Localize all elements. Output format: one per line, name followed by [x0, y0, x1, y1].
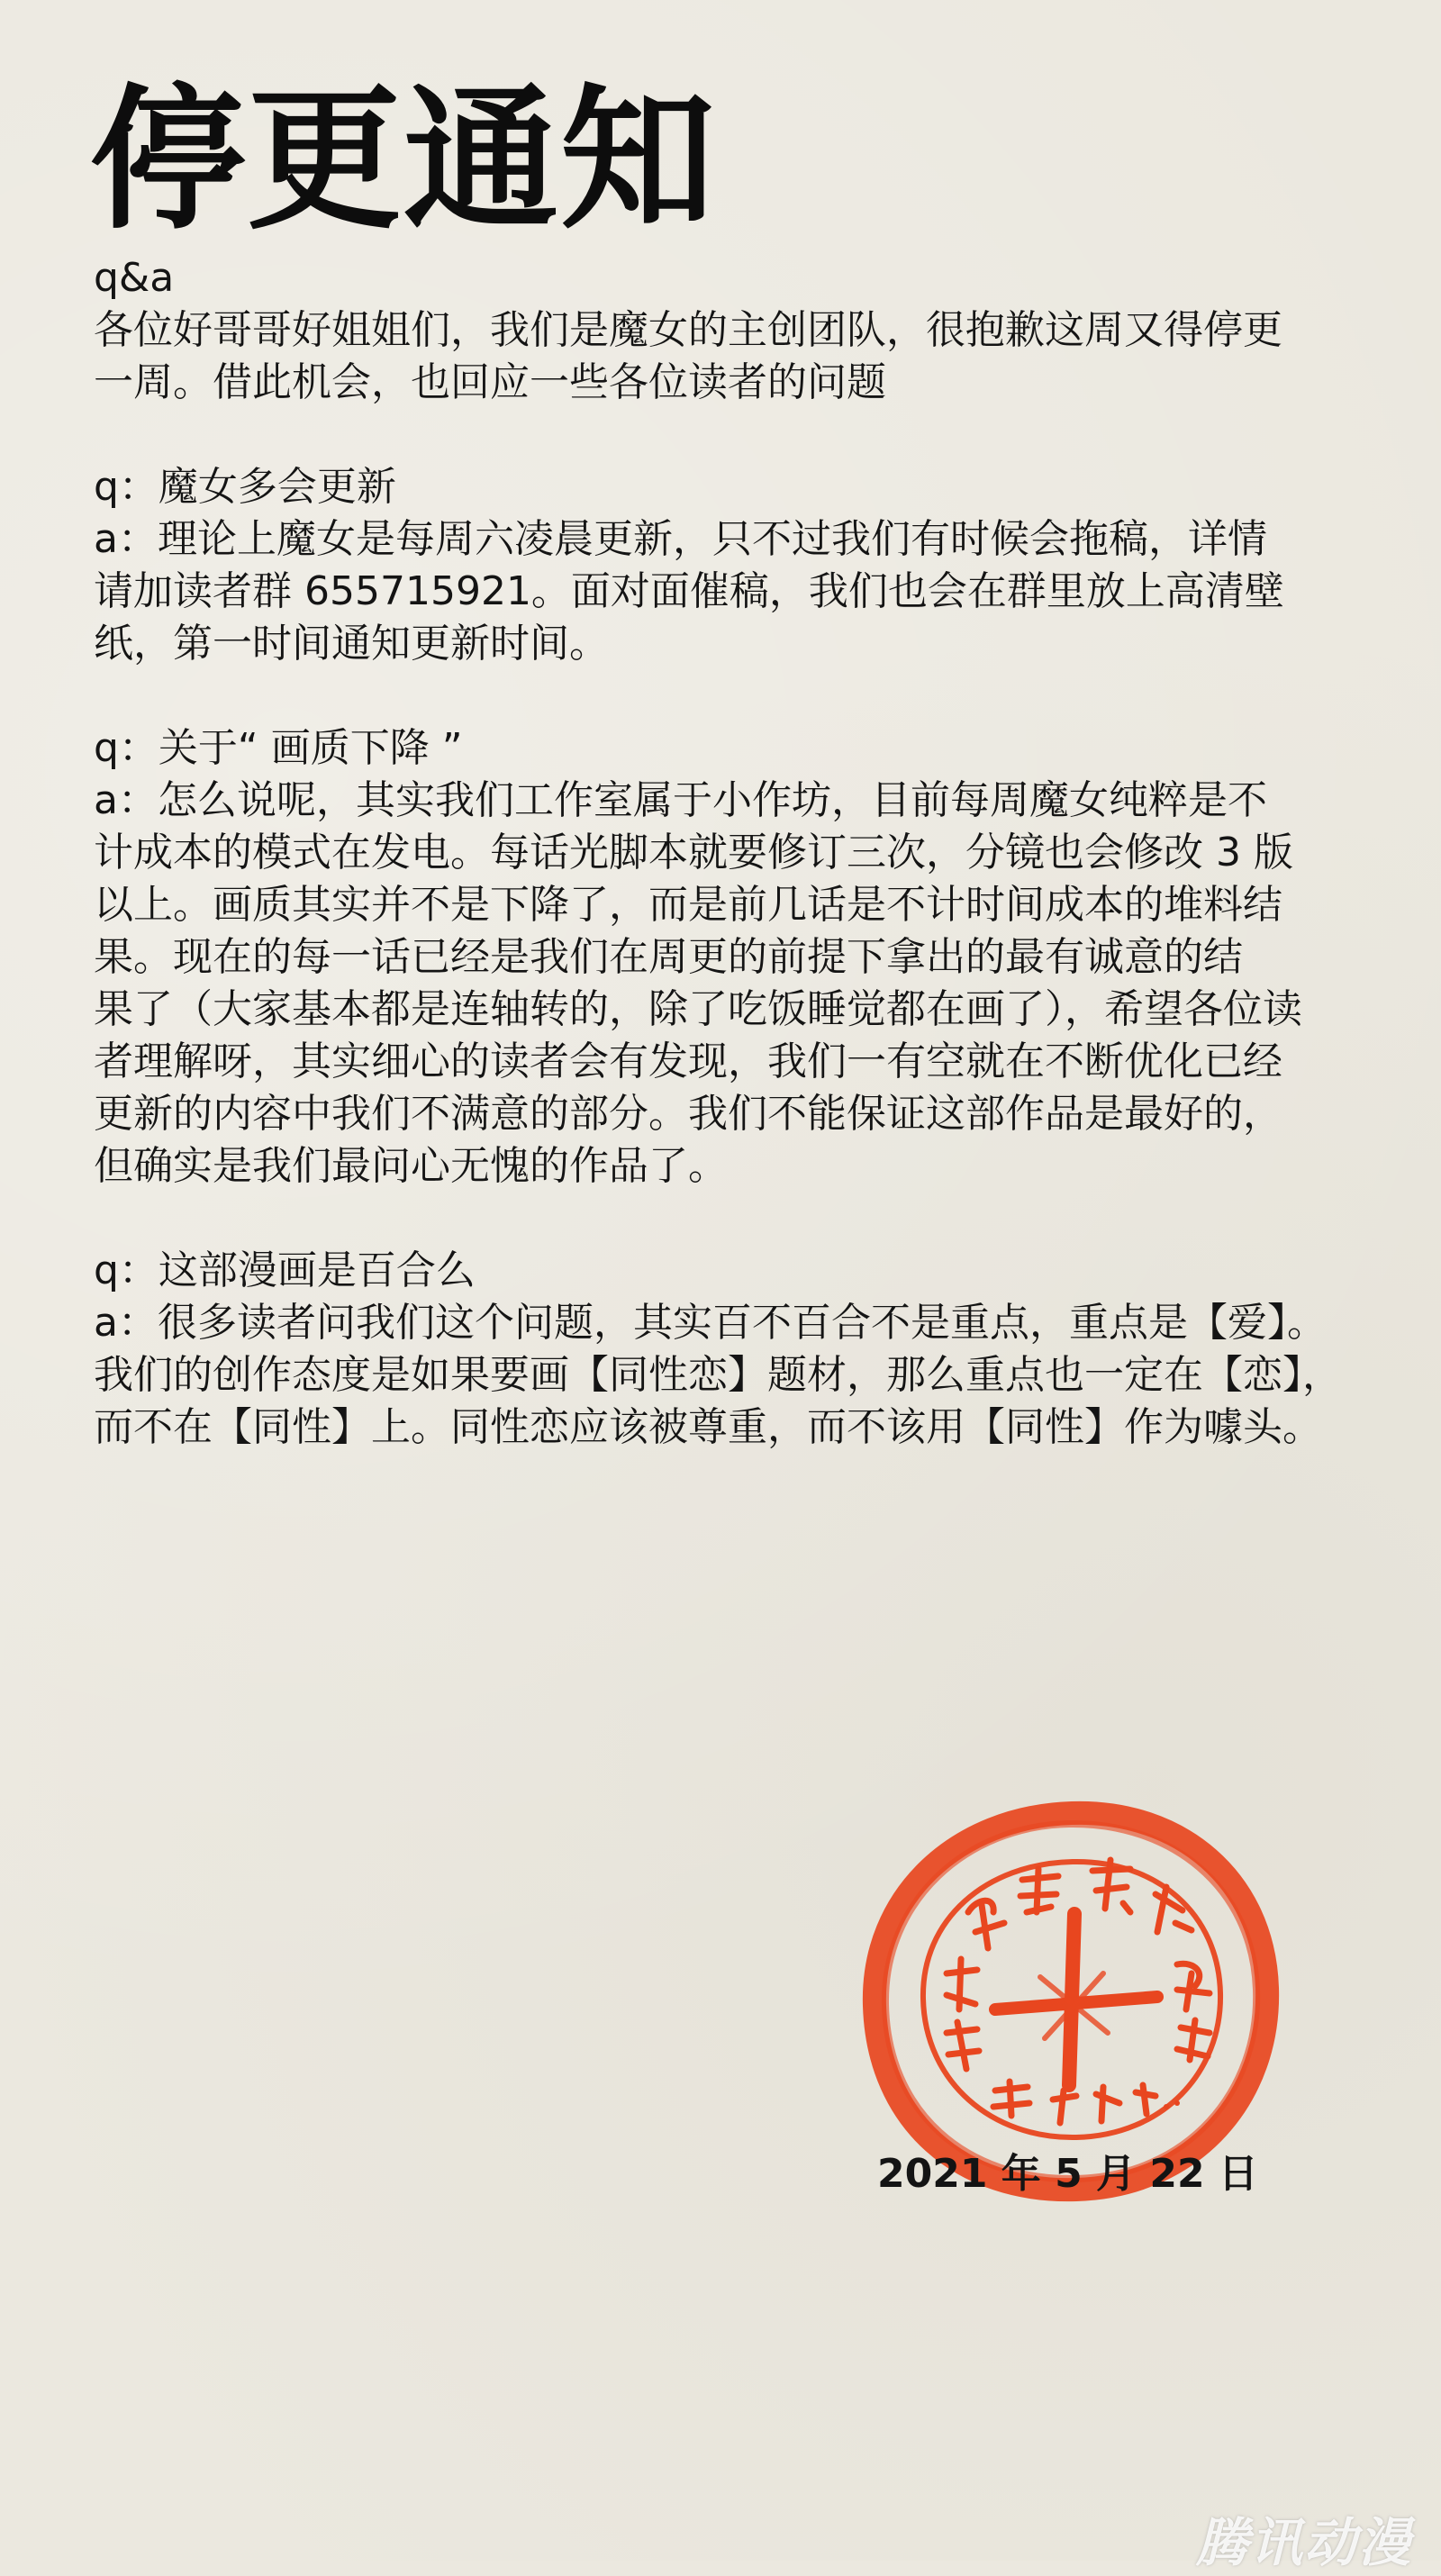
answer-line: 而不在【同性】上。同性恋应该被尊重，而不该用【同性】作为噱头。: [94, 1404, 1322, 1450]
answer-line: 我们的创作态度是如果要画【同性恋】题材，那么重点也一定在【恋】，: [94, 1352, 1342, 1398]
answer-line: a：理论上魔女是每周六凌晨更新，只不过我们有时候会拖稿，详情: [94, 516, 1267, 562]
intro-line: 一周。借此机会，也回应一些各位读者的问题: [94, 359, 886, 405]
qa-item-image-quality: [94, 722, 1355, 1193]
page-title: 停更通知: [90, 69, 717, 250]
watermark-logo: 腾讯动漫: [1196, 2512, 1413, 2573]
answer-line: a：很多读者问我们这个问题，其实百不百合不是重点，重点是【爱】。: [94, 1300, 1327, 1346]
notice-date: 2021 年 5 月 22 日: [877, 2151, 1258, 2197]
seal-stamp: [860, 1797, 1283, 2202]
answer-line: 者理解呀，其实细心的读者会有发现，我们一有空就在不断优化已经: [94, 1039, 1282, 1084]
notice-body: [94, 252, 1355, 1454]
answer-line: 更新的内容中我们不满意的部分。我们不能保证这部作品是最好的，: [94, 1091, 1282, 1137]
question-text: q：这部漫画是百合么: [94, 1247, 476, 1293]
answer-line: 但确实是我们最问心无愧的作品了。: [94, 1143, 728, 1189]
qa-item-update-schedule: [94, 461, 1355, 670]
answer-line: 以上。画质其实并不是下降了，而是前几话是不计时间成本的堆料结: [94, 882, 1282, 928]
answer-line: a：怎么说呢，其实我们工作室属于小作坊，目前每周魔女纯粹是不: [94, 777, 1267, 823]
answer-line: 果。现在的每一话已经是我们在周更的前提下拿出的最有诚意的结: [94, 934, 1243, 980]
qa-item-yuri: [94, 1245, 1355, 1454]
answer-line: 纸，第一时间通知更新时间。: [94, 621, 609, 667]
intro-paragraph: [94, 304, 1355, 409]
intro-line: 各位好哥哥好姐姐们，我们是魔女的主创团队，很抱歉这周又得停更: [94, 307, 1282, 353]
question-text: q：魔女多会更新: [94, 464, 396, 510]
question-text: q：关于“ 画质下降 ”: [94, 725, 463, 771]
answer-line: 果了（大家基本都是连轴转的，除了吃饭睡觉都在画了），希望各位读: [94, 986, 1302, 1032]
answer-line: 请加读者群 655715921。面对面催稿，我们也会在群里放上高清壁: [94, 568, 1284, 614]
answer-line: 计成本的模式在发电。每话光脚本就要修订三次，分镜也会修改 3 版: [94, 830, 1293, 875]
qa-label: q&a: [94, 255, 175, 301]
